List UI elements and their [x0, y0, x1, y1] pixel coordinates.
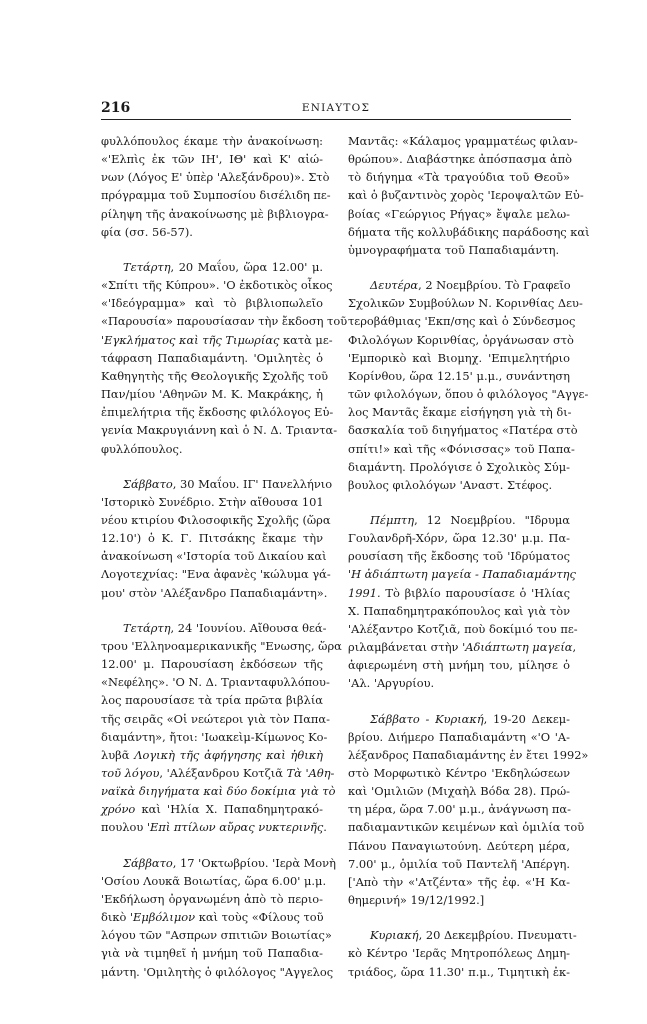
- entry-date-line: Σάββατο - Κυριακή, 19-20 Δεκεμ-: [370, 711, 570, 726]
- book-title: 'Αδιάπτωτη μαγεία: [462, 640, 573, 655]
- text-line: Λογοτεχνίας: "Ενα ἀφανὲς 'κώλυμα γά-: [101, 567, 331, 582]
- text-line: 12.00' μ. Παρουσίαση ἐκδόσεων τῆς: [101, 657, 323, 672]
- text-line: φυλλόπουλος.: [101, 441, 183, 456]
- text-line: Παν/μίου 'Αθηνῶν Μ. Κ. Μακράκης, ἡ: [101, 387, 323, 402]
- text-line: «'Ελπὶς ἐκ τῶν ΙΗ', ΙΘ' καὶ Κ' αἰώ-: [101, 152, 323, 167]
- entry-date-line: Σάββατο, 17 'Οκτωβρίου. 'Ιερὰ Μονὴ: [123, 855, 336, 870]
- text-line: τάφραση Παπαδιαμάντη. 'Ομιλητὲς ὁ: [101, 350, 323, 365]
- entry-2-november: [348, 276, 589, 494]
- text-line: κὸ Κέντρο 'Ιερᾶς Μητροπόλεως Δημη-: [348, 946, 570, 961]
- text-line: πουλου 'Επὶ πτίλων αὔρας νυκτερινῆς.: [101, 820, 327, 835]
- text-line: 7.00' μ., ὁμιλία τοῦ Παντελῆ 'Απέργη.: [348, 856, 570, 871]
- entry-day: Κυριακή: [370, 928, 419, 943]
- entry-20-may: [101, 258, 348, 458]
- text-line: γιὰ νὰ τιμηθεῖ ἡ μνήμη τοῦ Παπαδια-: [101, 946, 323, 961]
- text-line: ὑμνογραφήματα τοῦ Παπαδιαμάντη.: [348, 242, 560, 257]
- text-line: ['Απὸ τὴν «'Ατζέντα» τῆς ἐφ. «'Η Κα-: [348, 874, 570, 889]
- text-line: «Παρουσία» παρουσίασαν τὴν ἔκδοση τοῦ: [101, 314, 348, 329]
- entry-day: Τετάρτη: [123, 259, 171, 274]
- header-rule: [101, 119, 571, 120]
- text-line: ἐπιμελήτρια τῆς ἔκδοσης φιλόλογος Εὐ-: [101, 405, 334, 420]
- text-line: Μαντᾶς: «Κάλαμος γραμματέως φιλαν-: [348, 134, 578, 148]
- text-line: 'Αλ. 'Αργυρίου.: [348, 676, 435, 691]
- entry-day: Σάββατο: [123, 476, 173, 491]
- text-line: τὸ διήγημα «Τὰ τραγούδια τοῦ Θεοῦ»: [348, 170, 570, 185]
- text-line: τρου 'Ελληνοαμερικανικῆς "Ενωσης, ὥρα: [101, 638, 342, 653]
- page-header: [101, 100, 571, 120]
- book-title: 'Επὶ πτίλων αὔρας νυκτερινῆς: [146, 820, 324, 835]
- entry-20-december: [348, 926, 577, 980]
- text-line: νέου κτιρίου Φιλοσοφικῆς Σχολῆς (ὥρα: [101, 512, 331, 527]
- entry-date-line: Πέμπτη, 12 Νοεμβρίου. "Ιδρυμα: [370, 512, 570, 527]
- text-line: 'Εμπορικὸ καὶ Βιομηχ. 'Επιμελητήριο: [348, 350, 570, 365]
- text-line: τη μέρα, ὥρα 7.00' μ.μ., ἀνάγνωση πα-: [348, 802, 571, 817]
- entry-day: Σάββατο: [123, 855, 173, 870]
- text-line: καὶ 'Ομιλιῶν (Μιχαὴλ Βόδα 28). Πρώ-: [348, 784, 570, 799]
- text-line: θημερινή» 19/12/1992.]: [348, 893, 485, 908]
- text-line: Φιλολόγων Κορινθίας, ὀργάνωσαν στὸ: [348, 332, 574, 347]
- right-column: [348, 132, 590, 998]
- text-line: ἀφιερωμένη στὴ μνήμη του, μίλησε ὁ: [348, 658, 570, 673]
- text-line: μάντη. 'Ομιλητὴς ὁ φιλόλογος "Αγγελος: [101, 964, 334, 979]
- book-title: τοῦ λόγου: [101, 766, 160, 780]
- entry-17-october: [101, 854, 336, 981]
- text-line: τῶν φιλολόγων, ὅπου ὁ φιλόλογος "Αγγε-: [348, 387, 589, 402]
- text-line: στὸ Μορφωτικὸ Κέντρο 'Εκδηλώσεων: [348, 766, 570, 780]
- text-line: βρίου. Διήμερο Παπαδιαμάντη «'Ο 'Α-: [348, 729, 570, 744]
- entry-date-line: Τετάρτη, 20 Μαΐου, ὥρα 12.00' μ.: [123, 259, 323, 274]
- text-line: λυβᾶ Λογικὴ τῆς ἀφήγησης καὶ ἠθικὴ: [101, 747, 323, 762]
- text-line: Χ. Παπαδημητρακόπουλος καὶ γιὰ τὸν: [348, 603, 570, 618]
- entry-date-line: Κυριακή, 20 Δεκεμβρίου. Πνευματι-: [370, 928, 577, 943]
- text-line: φία (σσ. 56-57).: [101, 224, 193, 239]
- book-title: Λογικὴ τῆς ἀφήγησης καὶ ἠθικὴ: [134, 747, 323, 762]
- text-line: νων (Λόγος Ε' ὑπὲρ 'Αλεξάνδρου)». Στὸ: [101, 170, 330, 185]
- text-line: τῆς σειρᾶς «Οἱ νεώτεροι γιὰ τὸν Παπα-: [101, 711, 330, 726]
- text-line: ἀνακοίνωση «'Ιστορία τοῦ Δικαίου καὶ: [101, 549, 327, 564]
- left-column: [101, 132, 348, 998]
- entry-day: Δευτέρα: [370, 278, 419, 293]
- entry-day: Πέμπτη: [370, 512, 415, 527]
- entry-24-june: [101, 619, 342, 837]
- entry-day: Σάββατο - Κυριακή: [370, 711, 484, 726]
- text-line: Καθηγητὴς τῆς Θεολογικῆς Σχολῆς τοῦ: [101, 368, 329, 383]
- text-line: διαμάντη», ἤτοι: 'Ιωακεὶμ-Κίμωνος Κο-: [101, 729, 328, 744]
- text-line: ριλαμβάνεται στὴν 'Αδιάπτωτη μαγεία,: [348, 640, 577, 655]
- text-line: γενία Μακρυγιάννη καὶ ὁ Ν. Δ. Τριαντα-: [101, 423, 338, 438]
- book-title: 'Εγκλήματος καὶ τῆς Τιμωρίας: [101, 332, 280, 347]
- text-line: Σχολικῶν Συμβούλων Ν. Κορινθίας Δευ-: [348, 296, 583, 311]
- book-title: 'Εμβόλιμον: [129, 910, 196, 925]
- text-line: φυλλόπουλος έκαμε τὴν ἀνακοίνωση:: [101, 134, 323, 148]
- text-line: καὶ ὁ βυζαντινὸς χορὸς 'Ιεροψαλτῶν Εὐ-: [348, 188, 584, 203]
- entry-day: Τετάρτη: [123, 620, 171, 635]
- text-line: τεροβάθμιας 'Εκπ/σης καὶ ὁ Σύνδεσμος: [348, 314, 576, 329]
- text-line: διαμάντη. Προλόγισε ὁ Σχολικὸς Σύμ-: [348, 459, 570, 474]
- entry-19-20-december: [348, 710, 589, 910]
- text-line: χρόνο καὶ 'Ηλία Χ. Παπαδημητρακό-: [101, 802, 323, 817]
- paragraph-continuation: [348, 132, 590, 259]
- book-title: χρόνο: [101, 802, 136, 817]
- text-line: λος Μαντᾶς ἔκαμε εἰσήγηση γιὰ τὴ δι-: [348, 405, 572, 420]
- text-line: 1991. Τὸ βιβλίο παρουσίασε ὁ 'Ηλίας: [348, 585, 570, 600]
- text-line: σπίτι!» καὶ τῆς «Φόνισσας» τοῦ Παπα-: [348, 441, 575, 456]
- text-line: βουλος φιλολόγων 'Αναστ. Στέφος.: [348, 477, 553, 492]
- entry-date-line: Σάββατο, 30 Μαΐου. ΙΓ' Πανελλήνιο: [123, 476, 333, 491]
- text-line: Κορίνθου, ὥρα 12.15' μ.μ., συνάντηση: [348, 368, 570, 383]
- text-line: «Σπίτι τῆς Κύπρου». 'Ο ἐκδοτικὸς οἶκος: [101, 278, 333, 293]
- text-line: τριάδος, ὥρα 11.30' π.μ., Τιμητικὴ ἐκ-: [348, 964, 570, 979]
- text-line: Πάνου Παναγιωτούνη. Δεύτερη μέρα,: [348, 838, 570, 853]
- text-line: 'Εγκλήματος καὶ τῆς Τιμωρίας κατὰ με-: [101, 332, 333, 347]
- text-line: παδιαμαντικῶν κειμένων καὶ ὁμιλία τοῦ: [348, 820, 585, 835]
- text-line: τοῦ λόγου, 'Αλέξανδρου Κοτζιᾶ Τὰ 'Αθη-: [101, 766, 335, 780]
- page-number: 216: [101, 100, 131, 116]
- text-line: βοίας «Γεώργιος Ρήγας» ἔψαλε μελω-: [348, 206, 570, 221]
- entry-12-november: [348, 511, 578, 693]
- text-line: 'Οσίου Λουκᾶ Βοιωτίας, ὥρα 6.00' μ.μ.: [101, 873, 327, 888]
- paragraph-continuation: [101, 132, 331, 241]
- book-title: 'Η ἀδιάπτωτη μαγεία - Παπαδιαμάντης: [348, 567, 576, 582]
- text-line: λόγου τῶν "Ασπρων σπιτιῶν Βοιωτίας»: [101, 928, 332, 943]
- text-line: «Νεφέλης». 'Ο Ν. Δ. Τριανταφυλλόπου-: [101, 675, 330, 690]
- text-line: 'Εκδήλωση ὀργανωμένη ἀπὸ τὸ περιο-: [101, 891, 323, 906]
- text-line: θρώπου». Διαβάστηκε ἀπόσπασμα ἀπὸ: [348, 152, 573, 167]
- entry-date-line: Τετάρτη, 24 'Ιουνίου. Αἴθουσα θεά-: [123, 620, 327, 635]
- book-title: ναϊκὰ διηγήματα καὶ δύο δοκίμια γιὰ τὸ: [101, 784, 336, 799]
- text-line: ρίληψη τῆς ἀνακοίνωσης μὲ βιβλιογρα-: [101, 206, 329, 221]
- text-line: «'Ιδεόγραμμα» καὶ τὸ βιβλιοπωλεῖο: [101, 296, 323, 311]
- entry-30-may: [101, 475, 333, 602]
- text-line: Γουλανδρῆ-Χόρν, ὥρα 12.30' μ.μ. Πα-: [348, 531, 570, 546]
- book-title: 1991.: [348, 585, 381, 600]
- text-line: 'Αλέξαντρο Κοτζιᾶ, ποὺ δοκίμιό του πε-: [348, 621, 578, 636]
- text-line: λος παρουσίασε τὰ τρία πρῶτα βιβλία: [101, 693, 323, 708]
- text-line: 'Ιστορικὸ Συνέδριο. Στὴν αἴθουσα 101: [101, 494, 324, 509]
- text-line: ρουσίαση τῆς ἔκδοσης τοῦ 'Ιδρύματος: [348, 549, 570, 564]
- text-line: δικὸ 'Εμβόλιμον καὶ τοὺς «Φίλους τοῦ: [101, 910, 324, 925]
- text-line: δασκαλία τοῦ διηγήματος «Πατέρα στὸ: [348, 423, 578, 438]
- book-title: Τὰ 'Αθη-: [286, 766, 335, 780]
- text-line: μου' στὸν 'Αλέξανδρο Παπαδιαμάντη».: [101, 585, 328, 600]
- entry-date-line: Δευτέρα, 2 Νοεμβρίου. Τὸ Γραφεῖο: [370, 278, 571, 293]
- text-line: πρόγραμμα τοῦ Συμποσίου δισέλιδη πε-: [101, 188, 331, 203]
- running-title: ΕΝΙΑΥΤΟΣ: [301, 102, 371, 114]
- text-line: δήματα τῆς κολλυβάδικης παράδοσης καὶ: [348, 224, 590, 239]
- text-line: λέξανδρος Παπαδιαμάντης ἐν ἔτει 1992»: [348, 747, 589, 762]
- text-line: 12.10') ὁ Κ. Γ. Πιτσάκης ἔκαμε τὴν: [101, 531, 323, 546]
